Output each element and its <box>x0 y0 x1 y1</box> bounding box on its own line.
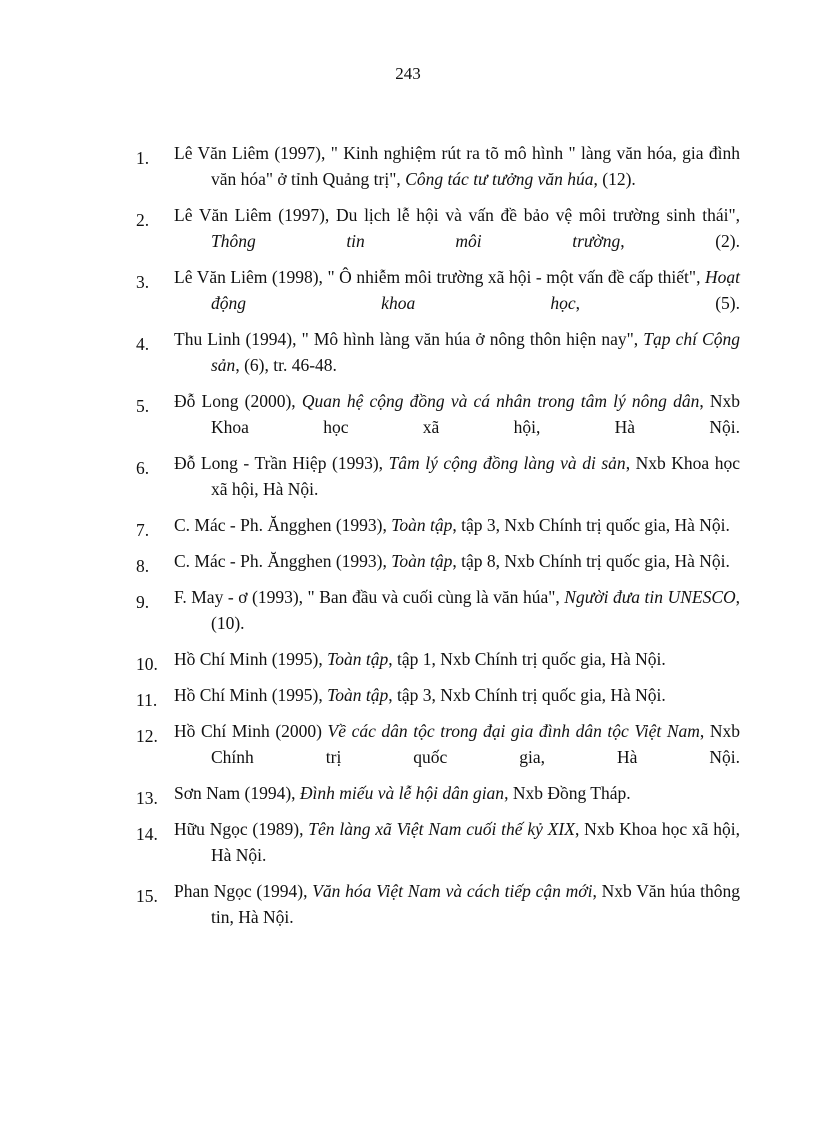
reference-author-part: Đỗ Long (2000), <box>174 391 302 411</box>
reference-number: 2. <box>136 210 150 230</box>
reference-title: Hoạt động khoa học <box>211 267 740 313</box>
reference-publication: , Nxb Khoa học xã hội, Hà Nội. <box>211 391 740 437</box>
reference-author-part: Hữu Ngọc (1989), <box>174 819 309 839</box>
reference-publication: , Nxb Khoa học xã hội, Hà Nội. <box>211 819 740 865</box>
reference-author-part: Lê Văn Liêm (1998), " Ô nhiễm môi trường xã hội - một vấn đề cấp thiết", <box>174 267 705 287</box>
reference-number: 13. <box>136 788 158 808</box>
page-number: 243 <box>395 64 421 83</box>
reference-publication: , Nxb Khoa học xã hội, Hà Nội. <box>211 453 740 499</box>
reference-item <box>136 326 740 378</box>
reference-number: 7. <box>136 520 150 540</box>
reference-publication: , tập 3, Nxb Chính trị quốc gia, Hà Nội. <box>388 685 666 705</box>
reference-number: 6. <box>136 458 150 478</box>
reference-text <box>174 326 740 378</box>
reference-author-part: C. Mác - Ph. Ăngghen (1993), <box>174 551 392 571</box>
reference-number: 3. <box>136 272 150 292</box>
reference-title: Toàn tập <box>391 515 453 535</box>
reference-title: Thông tin môi trường <box>211 231 621 251</box>
reference-publication: , (6), tr. 46-48. <box>235 355 337 375</box>
reference-author-part: Hồ Chí Minh (1995), <box>174 685 328 705</box>
reference-text <box>174 878 740 930</box>
reference-title: Quan hệ cộng đồng và cá nhân trong tâm lý nông dân <box>301 391 700 411</box>
reference-author-part: Sơn Nam (1994), <box>174 783 300 803</box>
reference-title: Toàn tập <box>327 685 389 705</box>
reference-text <box>174 816 740 868</box>
reference-text <box>174 780 740 806</box>
reference-item <box>136 450 740 502</box>
reference-title: Tạp chí Cộng sản <box>211 329 740 375</box>
reference-publication: , Nxb Văn húa thông tin, Hà Nội. <box>211 881 741 927</box>
reference-title: Công tác tư tưởng văn húa <box>405 169 594 189</box>
reference-title: Toàn tập <box>391 551 453 571</box>
reference-text <box>174 202 740 254</box>
reference-author-part: C. Mác - Ph. Ăngghen (1993), <box>174 515 392 535</box>
reference-item <box>136 512 740 538</box>
reference-text <box>174 450 740 502</box>
reference-title: Tên làng xã Việt Nam cuối thế kỷ XIX <box>308 819 575 839</box>
reference-number: 4. <box>136 334 150 354</box>
reference-author-part: Hồ Chí Minh (1995), <box>174 649 328 669</box>
reference-text <box>174 584 740 636</box>
reference-item <box>136 878 740 930</box>
reference-number: 1. <box>136 148 150 168</box>
reference-item <box>136 682 740 708</box>
reference-author-part: Đỗ Long - Trần Hiệp (1993), <box>174 453 389 473</box>
reference-item <box>136 388 740 440</box>
reference-item <box>136 140 740 192</box>
reference-author-part: Hồ Chí Minh (2000) <box>174 721 328 741</box>
reference-number: 10. <box>136 654 158 674</box>
reference-text <box>174 718 740 770</box>
reference-publication: , Nxb Đồng Tháp. <box>504 783 631 803</box>
reference-number: 9. <box>136 592 150 612</box>
reference-number: 5. <box>136 396 150 416</box>
reference-item <box>136 718 740 770</box>
reference-title: Toàn tập <box>327 649 389 669</box>
reference-title: Người đưa tin UNESCO <box>564 587 736 607</box>
reference-number: 14. <box>136 824 158 844</box>
reference-text <box>174 140 740 192</box>
reference-author-part: Phan Ngọc (1994), <box>174 881 313 901</box>
reference-publication: , (12). <box>593 169 636 189</box>
reference-item <box>136 548 740 574</box>
reference-number: 15. <box>136 886 158 906</box>
reference-publication: , (10). <box>211 587 740 633</box>
reference-item <box>136 646 740 672</box>
reference-number: 11. <box>136 690 158 710</box>
reference-publication: , (2). <box>620 231 741 251</box>
reference-item <box>136 202 740 254</box>
reference-text <box>174 548 740 574</box>
reference-list <box>136 140 740 940</box>
reference-item <box>136 780 740 806</box>
reference-title: Văn hóa Việt Nam và cách tiếp cận mới <box>312 881 593 901</box>
reference-author-part: Thu Linh (1994), " Mô hình làng văn húa ở nông thôn hiện nay", <box>174 329 644 349</box>
reference-item <box>136 264 740 316</box>
reference-title: Tâm lý cộng đồng làng và di sản <box>388 453 626 473</box>
reference-author-part: Lê Văn Liêm (1997), Du lịch lễ hội và vấn đề bảo vệ môi trường sinh thái", <box>174 205 740 225</box>
reference-author-part: Lê Văn Liêm (1997), " Kinh nghiệm rút ra tõ mô hình " làng văn hóa, gia đình văn hóa" ở tỉnh Quảng trị", <box>174 143 740 189</box>
reference-text <box>174 512 740 538</box>
reference-publication: , Nxb Chính trị quốc gia, Hà Nội. <box>211 721 740 767</box>
reference-publication: , tập 1, Nxb Chính trị quốc gia, Hà Nội. <box>388 649 666 669</box>
reference-publication: , tập 3, Nxb Chính trị quốc gia, Hà Nội. <box>452 515 730 535</box>
reference-title: Đình miếu và lễ hội dân gian <box>299 783 505 803</box>
reference-publication: , (5). <box>575 293 740 313</box>
reference-number: 8. <box>136 556 150 576</box>
reference-item <box>136 584 740 636</box>
reference-item <box>136 816 740 868</box>
reference-text <box>174 682 740 708</box>
reference-text <box>174 264 740 316</box>
reference-text <box>174 388 740 440</box>
reference-number: 12. <box>136 726 158 746</box>
reference-title: Về các dân tộc trong đại gia đình dân tộc Việt Nam <box>327 721 700 741</box>
reference-author-part: F. May - ơ (1993), " Ban đầu và cuối cùng là văn húa", <box>174 587 565 607</box>
reference-publication: , tập 8, Nxb Chính trị quốc gia, Hà Nội. <box>452 551 730 571</box>
reference-text <box>174 646 740 672</box>
